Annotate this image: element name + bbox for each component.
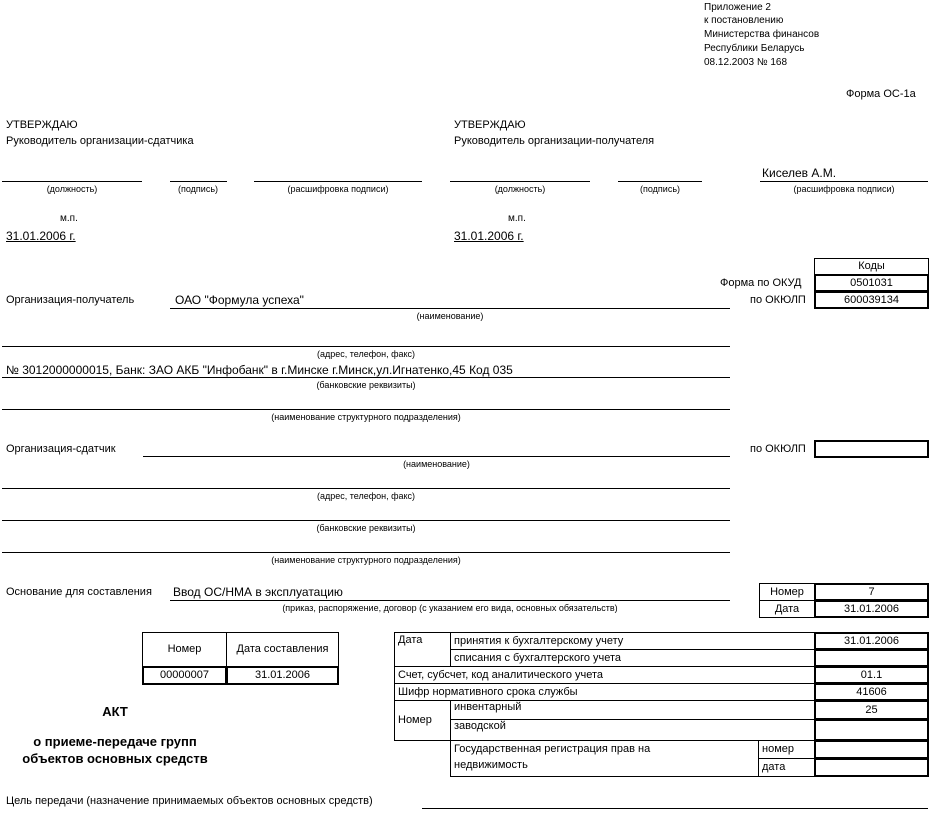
basis-value: Ввод ОС/НМА в эксплуатацию [173,585,343,599]
acc-reg-number-label: номер [758,740,815,759]
basis-number-label: Номер [759,583,815,601]
act-subtitle-1: о приеме-передаче групп [33,734,197,749]
right-decode-caption: (расшифровка подписи) [793,184,895,194]
right-decode-line [760,181,928,182]
okud-label: Форма по ОКУД [720,277,802,289]
sender-label: Организация-сдатчик [6,443,116,455]
left-signature-caption: (подпись) [177,184,219,194]
approve-left-title: УТВЕРЖДАЮ [6,119,78,131]
acc-cipher-value: 41606 [814,683,929,701]
acc-date-label: Дата [394,632,451,667]
appendix-line-1: Приложение 2 [704,2,771,13]
right-signature-caption: (подпись) [639,184,681,194]
right-approve-date: 31.01.2006 г. [454,229,524,243]
acc-reg-number-value [814,740,929,759]
sender-dept-caption: (наименование структурного подразделения) [271,555,461,565]
okulp2-label: по ОКЮЛП [750,443,806,455]
okulp2-value [814,440,929,458]
recipient-name: ОАО "Формула успеха" [175,293,304,307]
basis-label: Основание для составления [6,586,152,598]
basis-date-label: Дата [759,600,815,618]
left-decode-caption: (расшифровка подписи) [287,184,389,194]
approve-right-subtitle: Руководитель организации-получателя [454,135,655,147]
acc-registration-line-2: недвижимость [454,759,528,771]
recipient-bank-line [2,377,730,378]
recipient-label: Организация-получатель [6,294,135,306]
purpose-label: Цель передачи (назначение принимаемых объектов основных средств) [6,795,373,807]
doc-number-value: 00000007 [142,666,227,685]
acc-registration-box [450,740,759,777]
act-title: АКТ [102,704,128,719]
doc-date-header: Дата составления [226,632,339,667]
form-name: Форма ОС-1а [846,88,916,100]
acc-account-label: Счет, субсчет, код аналитического учета [394,666,815,684]
right-position-caption: (должность) [494,184,546,194]
sender-bank-caption: (банковские реквизиты) [316,523,416,533]
okulp-label: по ОКЮЛП [750,294,806,306]
basis-number-value: 7 [814,583,929,601]
basis-date-value: 31.01.2006 [814,600,929,618]
acc-inventory-label: инвентарный [450,700,815,720]
acc-cipher-label: Шифр нормативного срока службы [394,683,815,701]
approve-left-subtitle: Руководитель организации-сдатчика [6,135,194,147]
basis-caption: (приказ, распоряжение, договор (с указанием его вида, основных обязательств) [282,603,618,613]
acc-writeoff-label: списания с бухгалтерского учета [450,649,815,667]
recipient-dept-caption: (наименование структурного подразделения) [271,412,461,422]
acc-factory-value [814,719,929,741]
right-decode-value: Киселев А.М. [762,166,837,180]
left-seal: м.п. [60,213,78,224]
sender-address-line [2,488,730,489]
appendix-line-3: Министерства финансов [704,29,820,40]
doc-number-header: Номер [142,632,227,667]
recipient-dept-line [2,409,730,410]
acc-accepted-label: принятия к бухгалтерскому учету [450,632,815,650]
right-signature-line [618,181,702,182]
left-signature-line [170,181,227,182]
sender-name-caption: (наименование) [403,459,470,469]
acc-number-label: Номер [394,700,451,741]
left-approve-date: 31.01.2006 г. [6,229,76,243]
acc-writeoff-value [814,649,929,667]
sender-dept-line [2,552,730,553]
acc-factory-label: заводской [450,719,815,741]
appendix-line-2: к постановлению [704,15,784,26]
acc-registration-line-1: Государственная регистрация прав на [454,743,651,755]
recipient-bank-caption: (банковские реквизиты) [316,380,416,390]
recipient-name-caption: (наименование) [416,311,484,321]
recipient-bank: № 3012000000015, Банк: ЗАО АКБ "Инфобанк" в г.Минске г.Минск,ул.Игнатенко,45 Код 035 [6,363,513,377]
acc-account-value: 01.1 [814,666,929,684]
basis-line [170,600,730,601]
okud-value: 0501031 [814,274,929,292]
acc-inventory-value: 25 [814,700,929,720]
acc-reg-date-label: дата [758,758,815,777]
appendix-line-4: Республики Беларусь [704,43,805,54]
appendix-line-5: 08.12.2003 № 168 [704,57,788,68]
doc-date-value: 31.01.2006 [226,666,339,685]
okulp-value: 600039134 [814,291,929,309]
left-decode-line [254,181,422,182]
recipient-name-line [170,308,730,309]
acc-reg-date-value [814,758,929,777]
approve-right-title: УТВЕРЖДАЮ [454,119,526,131]
left-position-line [2,181,142,182]
sender-bank-line [2,520,730,521]
recipient-address-line [2,346,730,347]
codes-header: Коды [814,258,929,275]
right-position-line [450,181,590,182]
recipient-address-caption: (адрес, телефон, факс) [316,349,416,359]
act-subtitle-2: объектов основных средств [22,751,208,766]
acc-accepted-value: 31.01.2006 [814,632,929,650]
right-seal: м.п. [508,213,526,224]
sender-address-caption: (адрес, телефон, факс) [316,491,416,501]
purpose-line [422,808,928,809]
sender-name-line [143,456,730,457]
left-position-caption: (должность) [46,184,98,194]
